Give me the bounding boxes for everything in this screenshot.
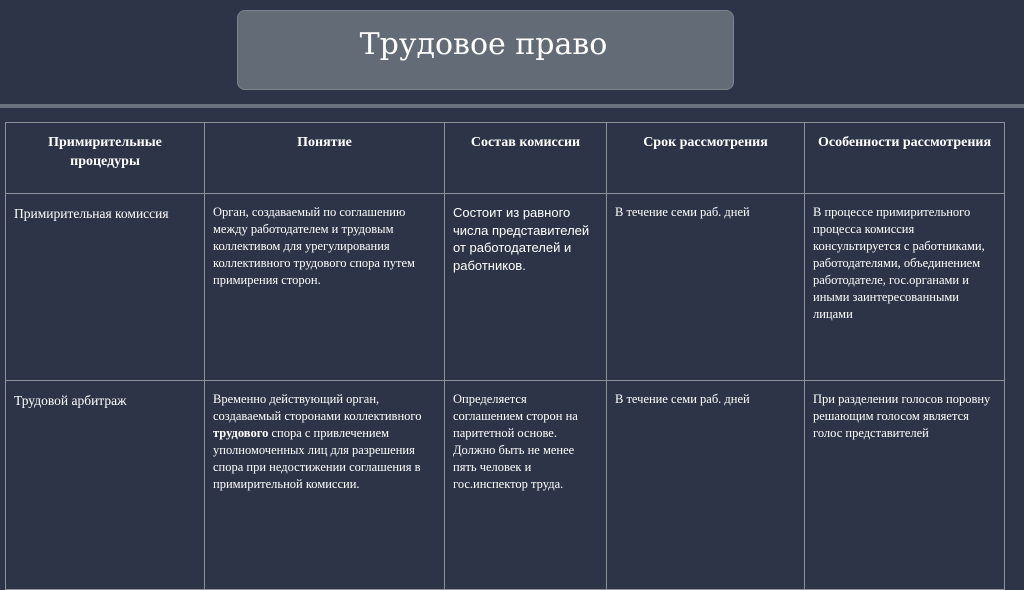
- concept-text-part2: спора с привлечением уполномоченных лиц для разрешения спора при недостижении соглашения в примирительной комиссии.: [213, 426, 421, 491]
- cell-term: В течение семи раб. дней: [607, 381, 805, 590]
- cell-features: При разделении голосов поровну решающим голосом является голос представителей: [805, 381, 1005, 590]
- cell-composition: Определяется соглашением сторон на паритетной основе. Должно быть не менее пять человек и гос.инспектор труда.: [445, 381, 607, 590]
- cell-procedure: Трудовой арбитраж: [6, 381, 205, 590]
- header-concept: Понятие: [205, 123, 445, 194]
- header-features: Особенности рассмотрения: [805, 123, 1005, 194]
- header-composition: Состав комиссии: [445, 123, 607, 194]
- cell-procedure: Примирительная комиссия: [6, 194, 205, 381]
- concept-text-part1: Временно действующий орган, создаваемый сторонами коллективного: [213, 392, 422, 423]
- cell-concept: Орган, создаваемый по соглашению между работодателем и трудовым коллективом для урегулирования коллективного трудового спора путем примирения сторон.: [205, 194, 445, 381]
- concept-text-bold: трудового: [213, 426, 269, 440]
- header-procedures: Примирительные процедуры: [6, 123, 205, 194]
- cell-features: В процессе примирительного процесса комиссия консультируется с работниками, работодателями, объединением работодателе, гос.органами и иными заинтересованными лицами: [805, 194, 1005, 381]
- table-row: [6, 194, 1005, 381]
- divider: [0, 104, 1024, 108]
- table-row: [6, 381, 1005, 590]
- comparison-table: [5, 122, 1005, 590]
- cell-composition: Состоит из равного числа представителей от работодателей и работников.: [445, 194, 607, 381]
- slide-title: Трудовое право: [359, 26, 608, 62]
- header-term: Срок рассмотрения: [607, 123, 805, 194]
- title-box: [237, 10, 734, 90]
- table-header-row: [6, 123, 1005, 194]
- cell-concept: [205, 381, 445, 590]
- cell-term: В течение семи раб. дней: [607, 194, 805, 381]
